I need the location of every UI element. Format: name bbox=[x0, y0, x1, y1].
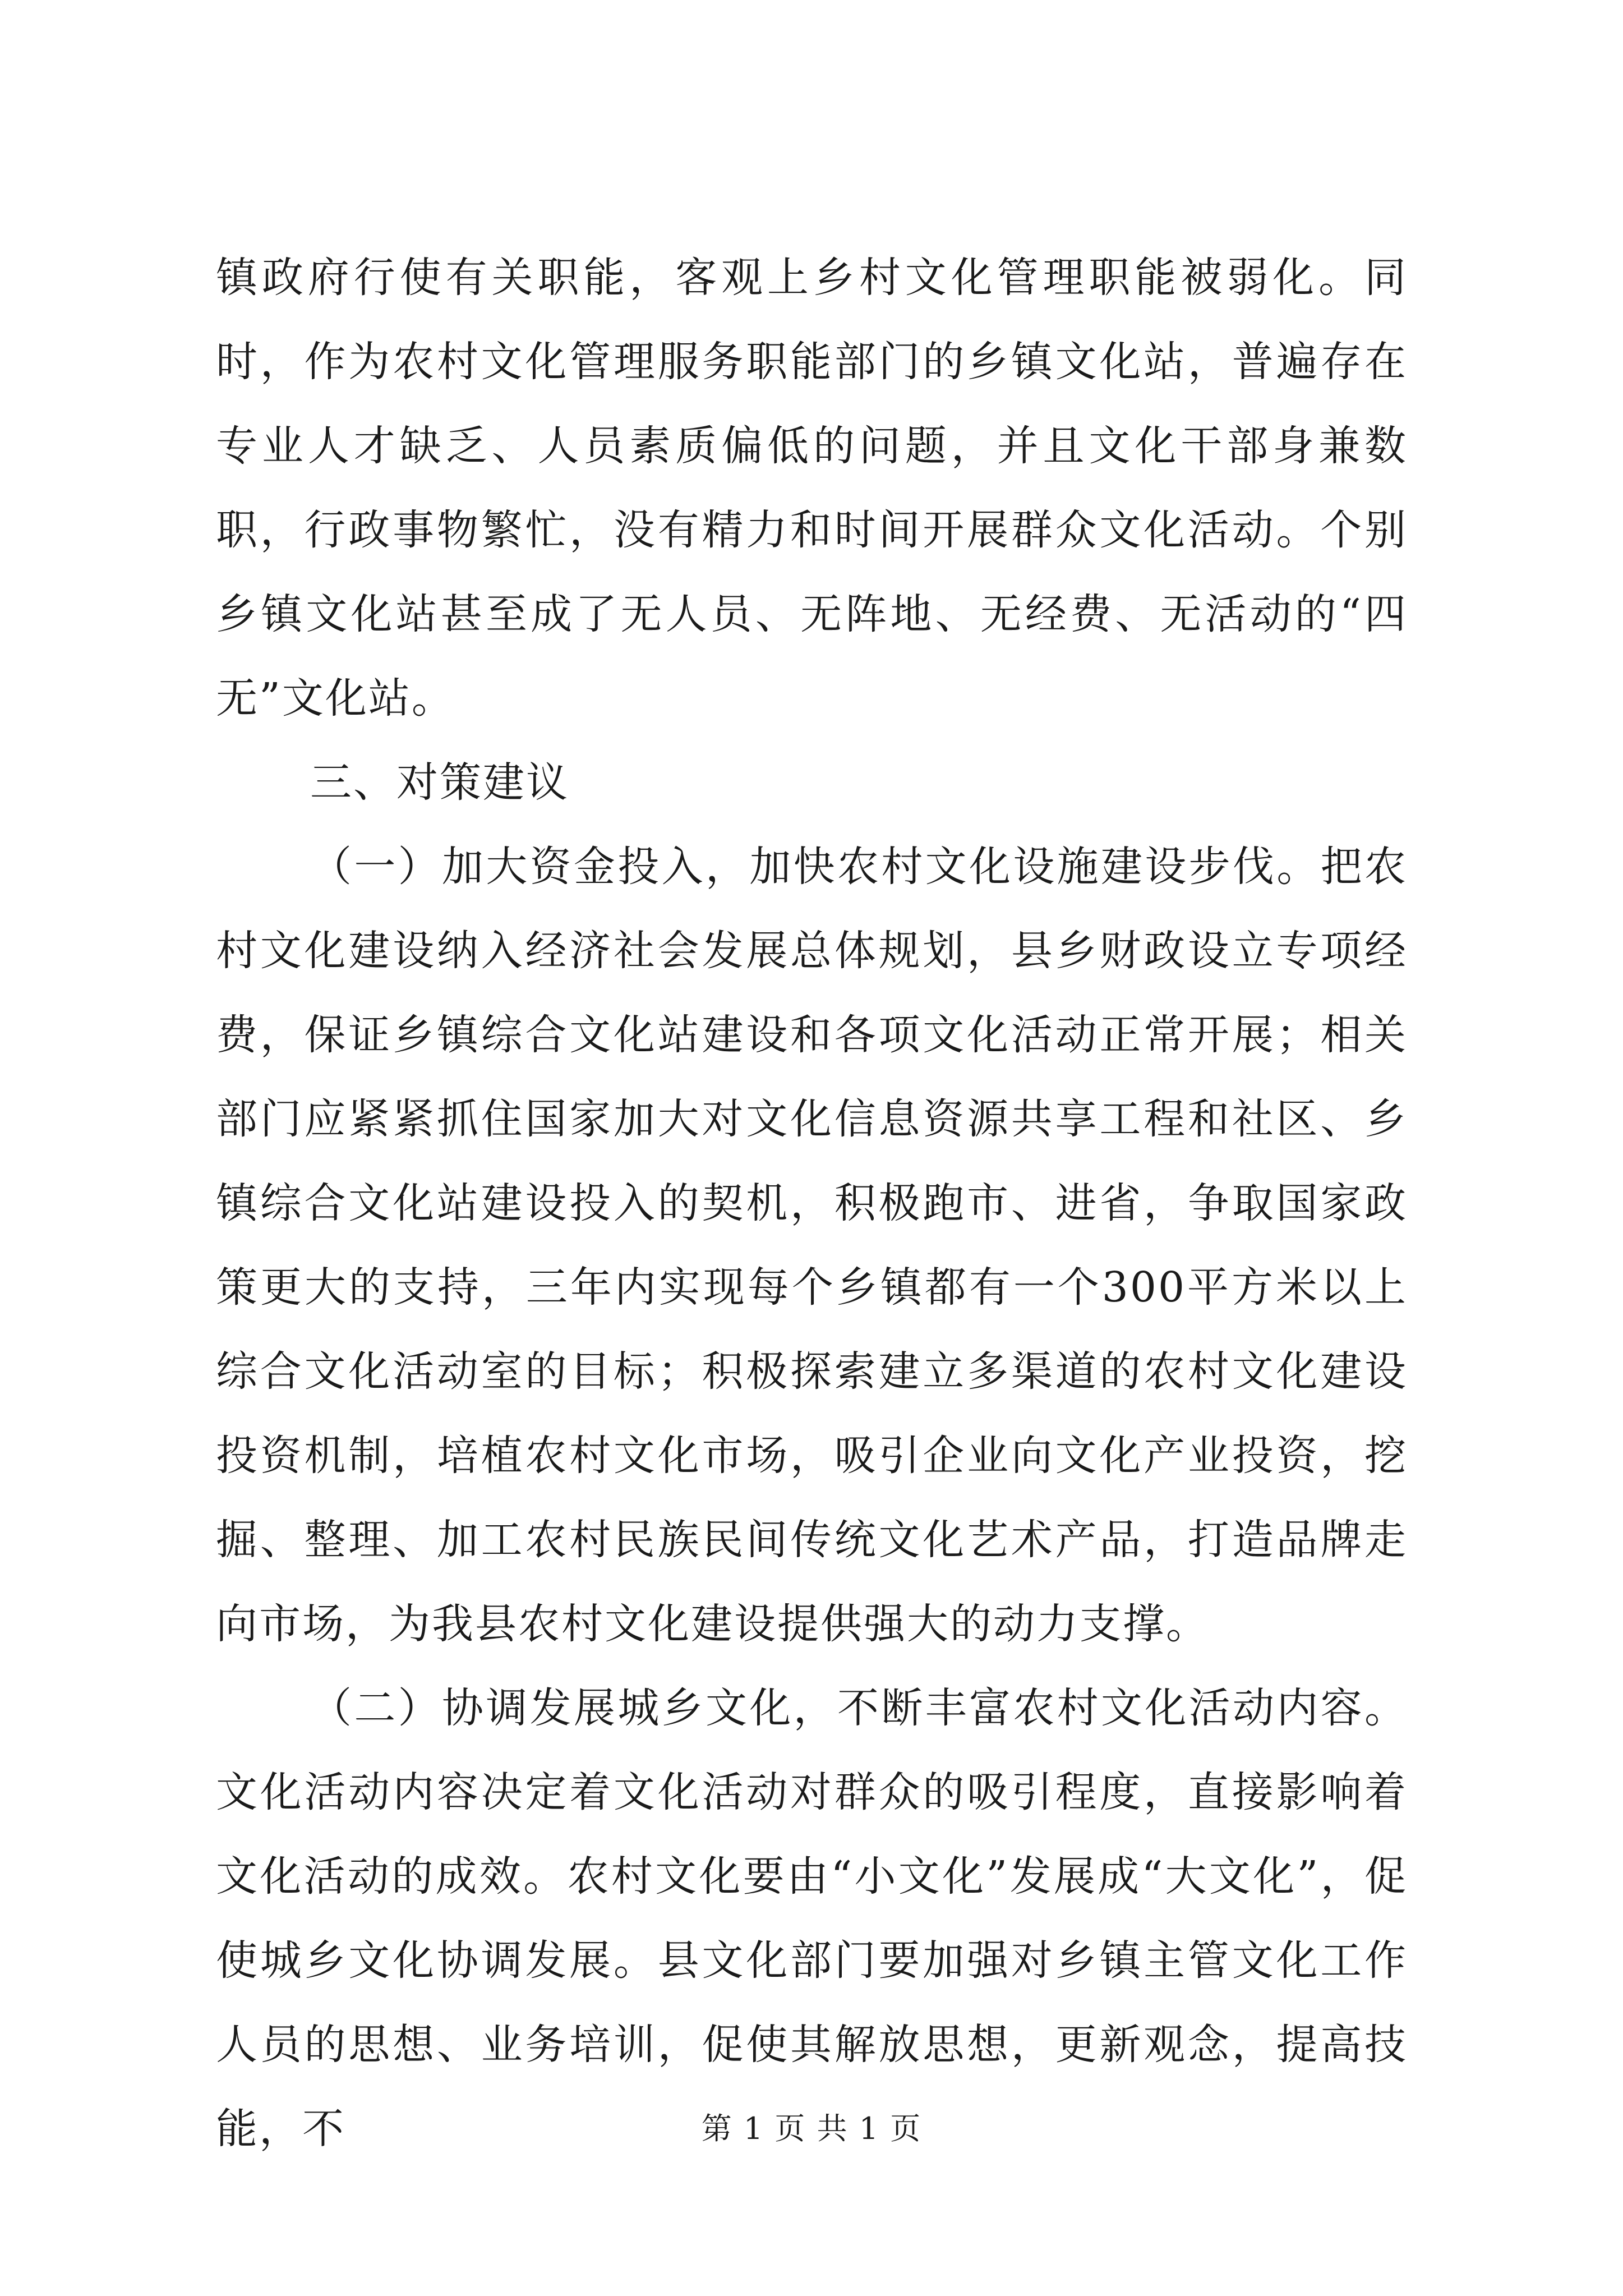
paragraph-item-one: （一）加大资金投入，加快农村文化设施建设步伐。把农村文化建设纳入经济社会发展总体规划，县乡财政设立专项经费，保证乡镇综合文化站建设和各项文化活动正常开展；相关部门应紧紧抓住国家加大对文化信息资源共享工程和社区、乡镇综合文化站建设投入的契机，积极跑市、进省，争取国家政策更大的支持，三年内实现每个乡镇都有一个300平方米以上综合文化活动室的目标；积极探索建立多渠道的农村文化建设投资机制，培植农村文化市场，吸引企业向文化产业投资，挖掘、整理、加工农村民族民间传统文化艺术产品，打造品牌走向市场，为我县农村文化建设提供强大的动力支撑。 bbox=[216, 843, 1408, 1648]
paragraph-continuation: 镇政府行使有关职能，客观上乡村文化管理职能被弱化。同时，作为农村文化管理服务职能部门的乡镇文化站，普遍存在专业人才缺乏、人员素质偏低的问题，并且文化干部身兼数职，行政事物繁忙，没有精力和时间开展群众文化活动。个别乡镇文化站甚至成了无人员、无阵地、无经费、无活动的“四无”文化站。 bbox=[216, 254, 1408, 723]
page-footer: 第 1 页 共 1 页 bbox=[701, 2111, 922, 2146]
paragraph-item-two: （二）协调发展城乡文化，不断丰富农村文化活动内容。文化活动内容决定着文化活动对群众的吸引程度，直接影响着文化活动的成效。农村文化要由“小文化”发展成“大文化”，促使城乡文化协调发展。县文化部门要加强对乡镇主管文化工作人员的思想、业务培训，促使其解放思想，更新观念，提高技能，不 bbox=[216, 1684, 1408, 2153]
document-body bbox=[216, 236, 1408, 2171]
section-heading: 三、对策建议 bbox=[310, 758, 569, 807]
